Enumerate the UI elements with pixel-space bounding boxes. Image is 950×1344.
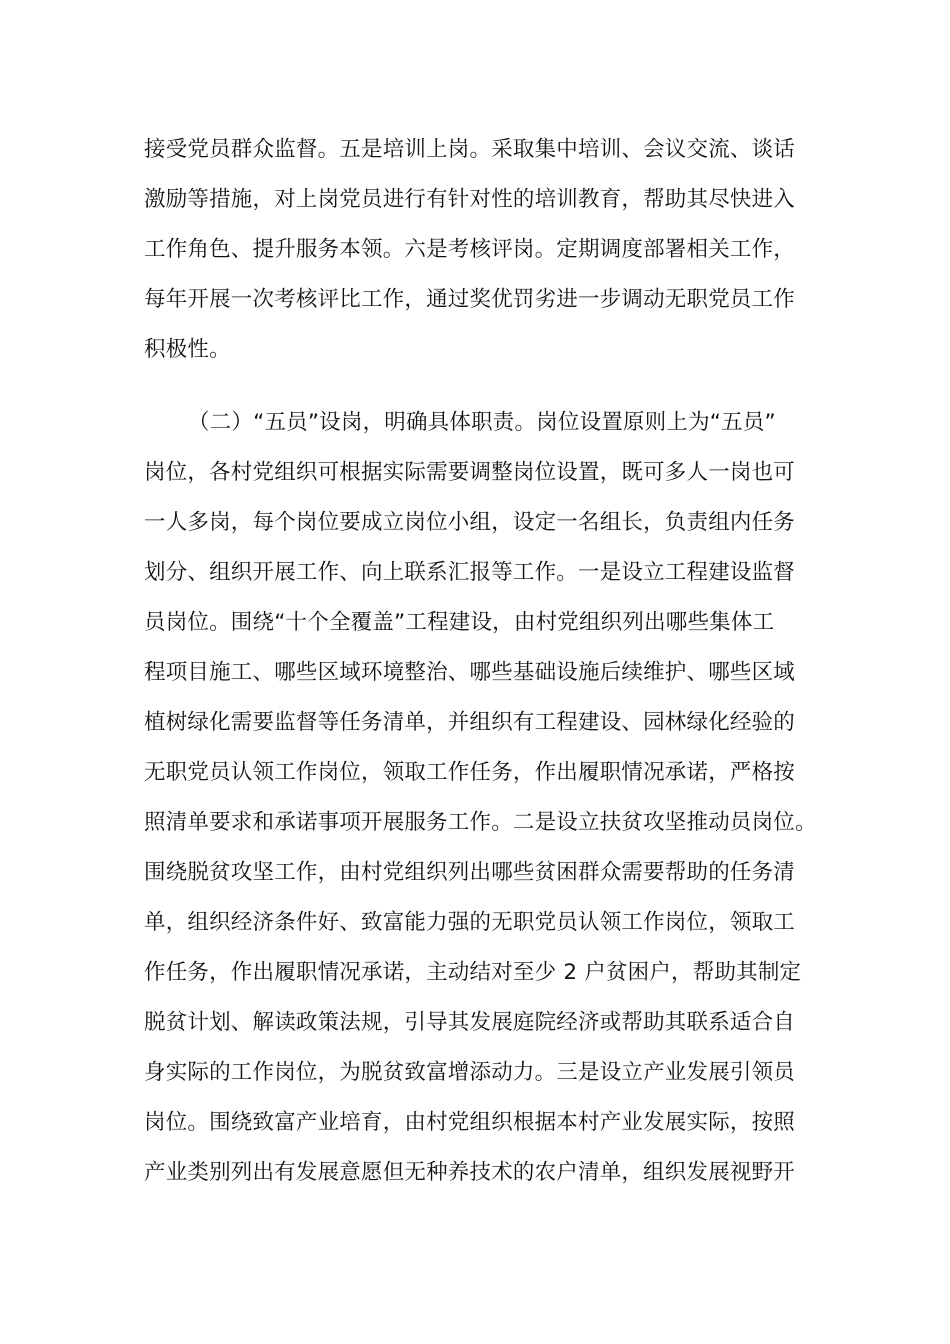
text-line: 程项目施工、哪些区域环境整治、哪些基础设施后续维护、哪些区域 <box>144 660 796 685</box>
text-line: 无职党员认领工作岗位，领取工作任务，作出履职情况承诺，严格按 <box>144 760 796 785</box>
text-line: 作任务，作出履职情况承诺，主动结对至少 2 户贫困户，帮助其制定 <box>144 960 802 985</box>
text-line: 激励等措施，对上岗党员进行有针对性的培训教育，帮助其尽快进入 <box>144 187 796 212</box>
text-line: 划分、组织开展工作、向上联系汇报等工作。一是设立工程建设监督 <box>144 560 796 585</box>
text-line: 产业类别列出有发展意愿但无种养技术的农户清单，组织发展视野开 <box>144 1160 796 1185</box>
text-line: 积极性。 <box>144 337 231 362</box>
text-line: 岗位。围绕致富产业培育，由村党组织根据本村产业发展实际，按照 <box>144 1110 796 1135</box>
text-line: 员岗位。围绕“十个全覆盖”工程建设，由村党组织列出哪些集体工 <box>144 610 775 635</box>
text-line: 植树绿化需要监督等任务清单，并组织有工程建设、园林绿化经验的 <box>144 710 796 735</box>
text-line: 一人多岗，每个岗位要成立岗位小组，设定一名组长，负责组内任务 <box>144 510 796 535</box>
text-line: 照清单要求和承诺事项开展服务工作。二是设立扶贫攻坚推动员岗位。 <box>144 810 817 835</box>
text-line: （二）“五员”设岗，明确具体职责。岗位设置原则上为“五员” <box>188 410 776 435</box>
text-line: 脱贫计划、解读政策法规，引导其发展庭院经济或帮助其联系适合自 <box>144 1010 796 1035</box>
text-line: 围绕脱贫攻坚工作，由村党组织列出哪些贫困群众需要帮助的任务清 <box>144 860 796 885</box>
text-line: 每年开展一次考核评比工作，通过奖优罚劣进一步调动无职党员工作 <box>144 287 796 312</box>
text-line: 岗位，各村党组织可根据实际需要调整岗位设置，既可多人一岗也可 <box>144 460 796 485</box>
text-line: 单，组织经济条件好、致富能力强的无职党员认领工作岗位，领取工 <box>144 910 796 935</box>
text-line: 工作角色、提升服务本领。六是考核评岗。定期调度部署相关工作， <box>144 237 796 262</box>
text-line: 身实际的工作岗位，为脱贫致富增添动力。三是设立产业发展引领员 <box>144 1060 796 1085</box>
text-line: 接受党员群众监督。五是培训上岗。采取集中培训、会议交流、谈话 <box>144 137 796 162</box>
